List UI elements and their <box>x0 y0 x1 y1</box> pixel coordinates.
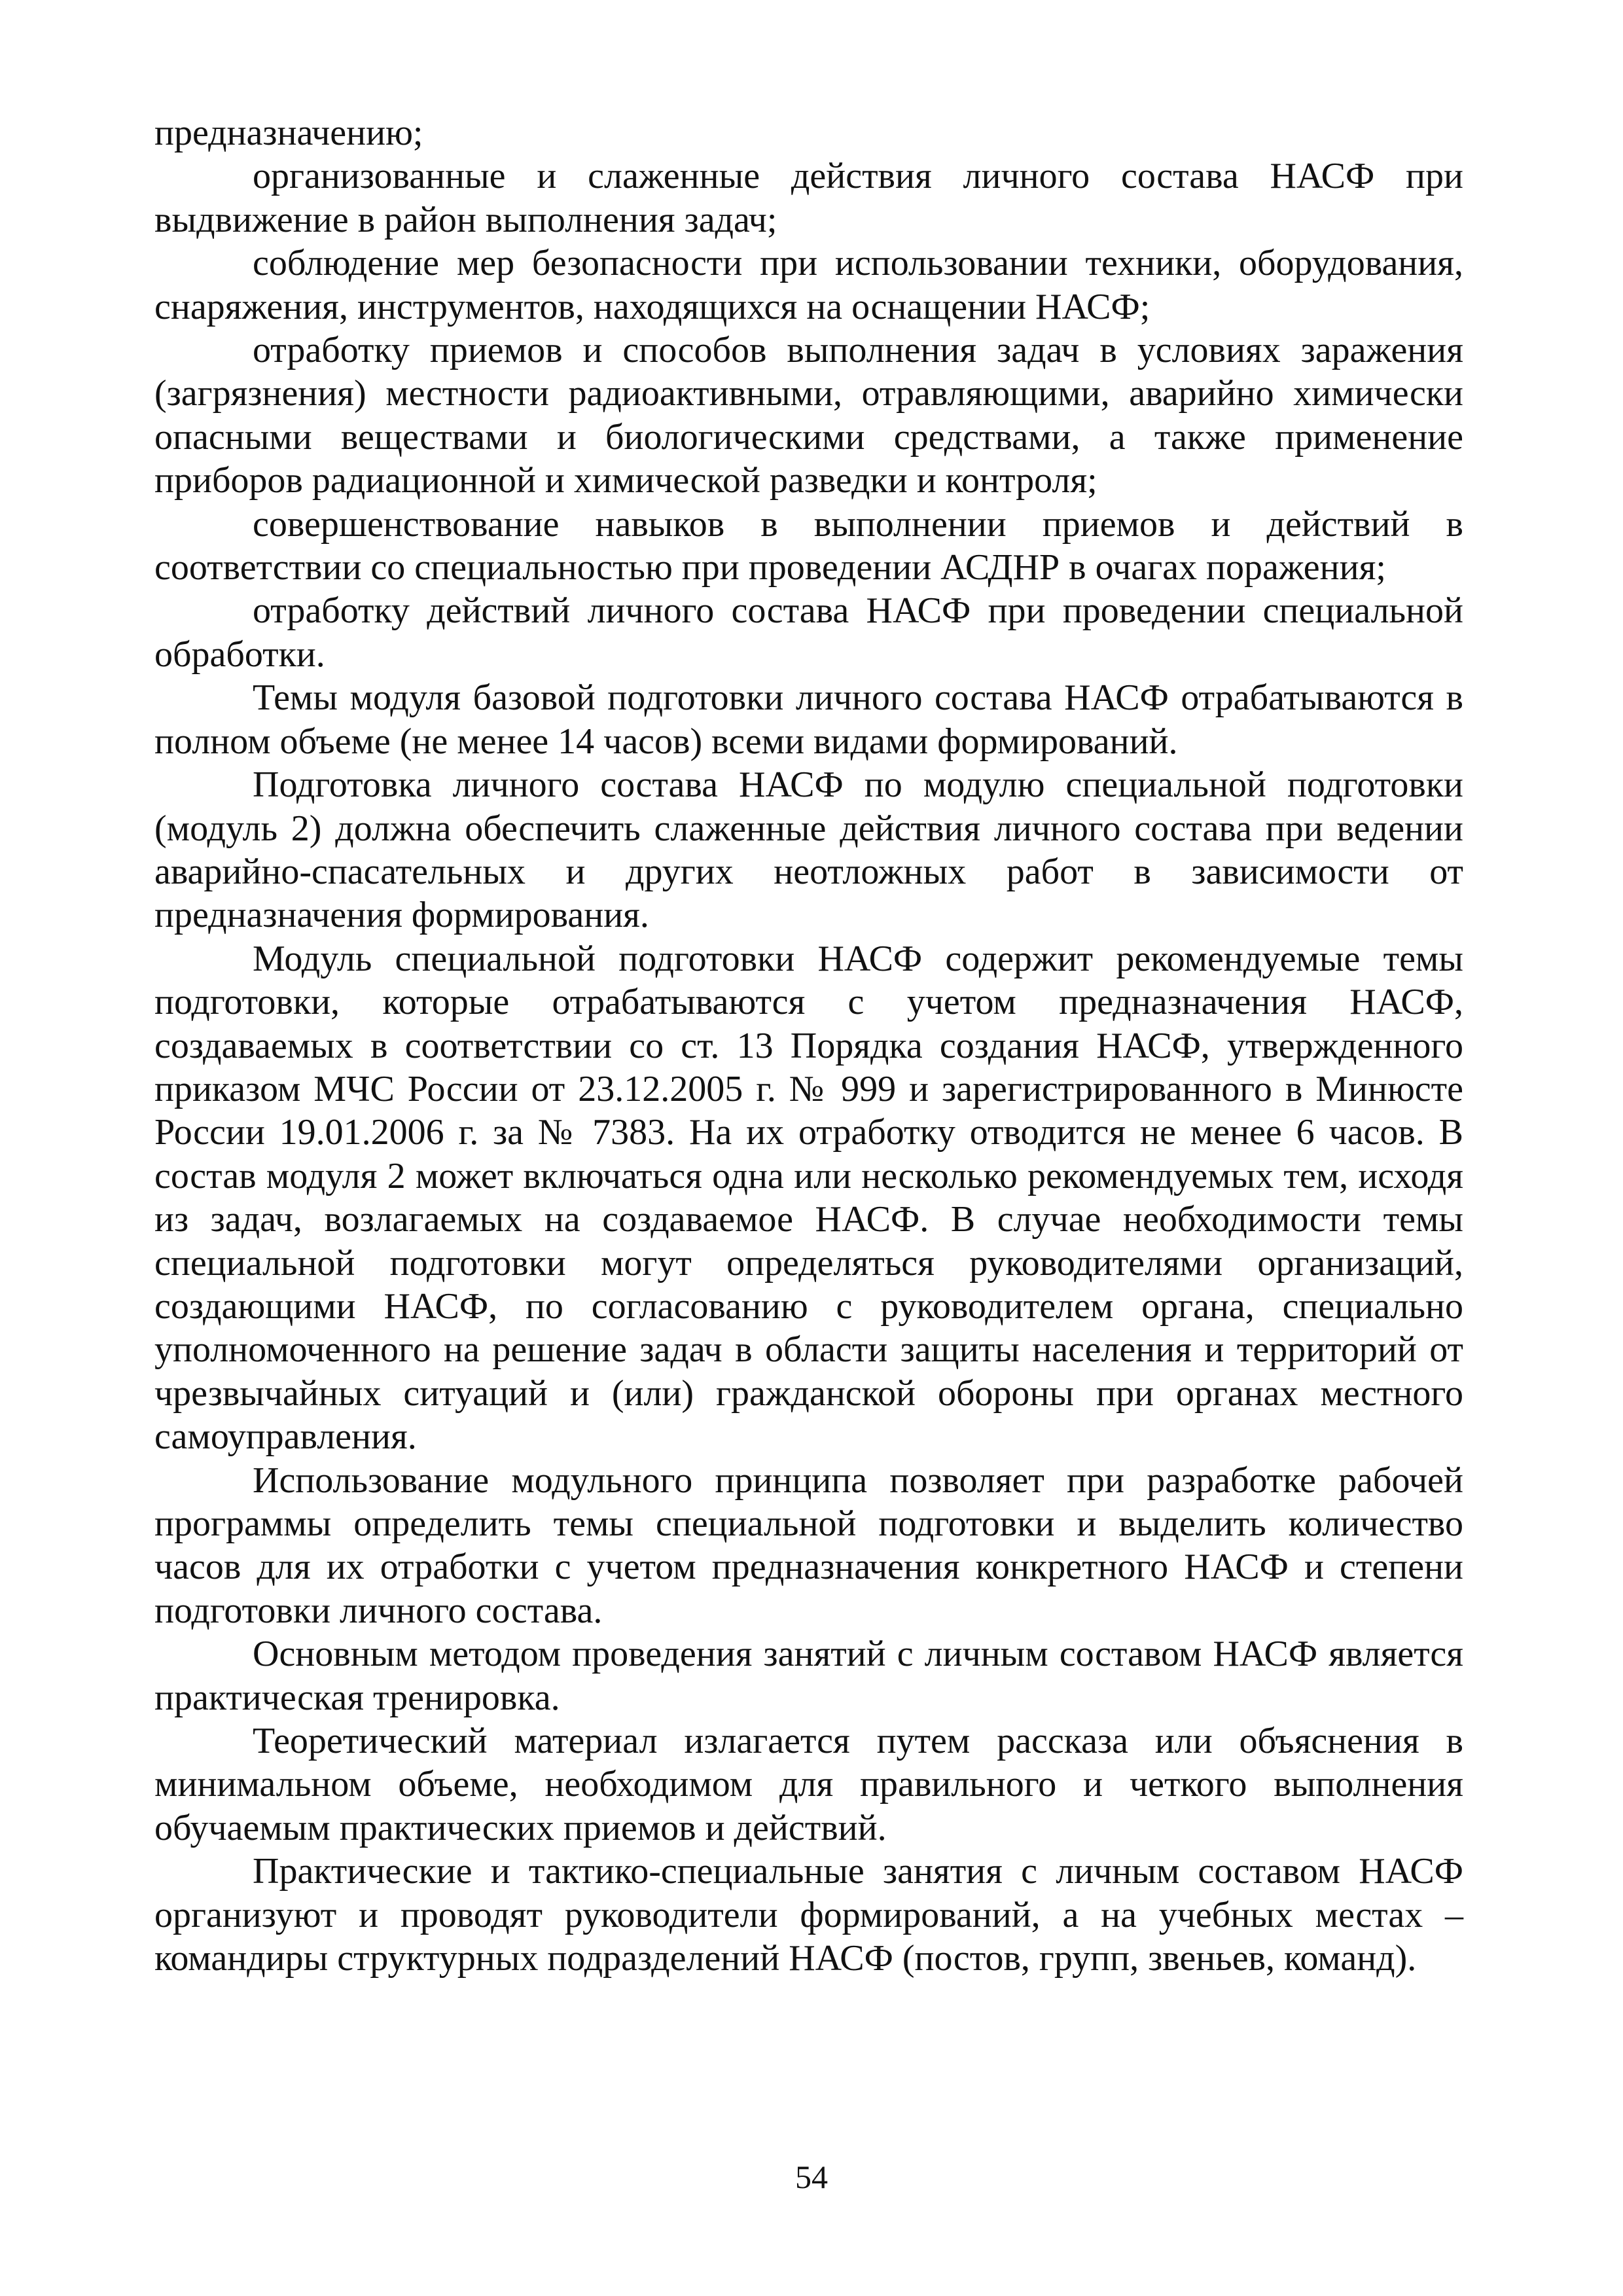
paragraph: Основным методом проведения занятий с личным составом НАСФ является практическая тренировка. <box>154 1634 1463 1718</box>
paragraph-list-item: отработку приемов и способов выполнения задач в условиях заражения (загрязнения) местности радиоактивными, отравляющими, аварийно химически опасными веществами и биологическими средствами, а также применение приборов радиационной и химической разведки и контроля; <box>154 330 1463 501</box>
paragraph: Использование модульного принципа позволяет при разработке рабочей программы определить темы специальной подготовки и выделить количество часов для их отработки с учетом предназначения конкретного НАСФ и степени подготовки личного состава. <box>154 1460 1463 1631</box>
page-number: 54 <box>795 2159 828 2195</box>
paragraph: Темы модуля базовой подготовки личного состава НАСФ отрабатываются в полном объеме (не менее 14 часов) всеми видами формирований. <box>154 677 1463 762</box>
paragraph-list-item: организованные и слаженные действия личного состава НАСФ при выдвижение в район выполнения задач; <box>154 156 1463 240</box>
paragraph-continuation: предназначению; <box>154 113 423 153</box>
body-text <box>154 111 1463 1980</box>
paragraph: Практические и тактико-специальные занятия с личным составом НАСФ организуют и проводят руководители формирований, а на учебных местах – командиры структурных подразделений НАСФ (постов, групп, звеньев, команд). <box>154 1851 1463 1979</box>
paragraph: Модуль специальной подготовки НАСФ содержит рекомендуемые темы подготовки, которые отрабатываются с учетом предназначения НАСФ, создаваемых в соответствии со ст. 13 Порядка создания НАСФ, утвержденного приказом МЧС России от 23.12.2005 г. № 999 и зарегистрированного в Минюсте России 19.01.2006 г. за № 7383. На их отработку отводится не менее 6 часов. В состав модуля 2 может включаться одна или несколько рекомендуемых тем, исходя из задач, возлагаемых на создаваемое НАСФ. В случае необходимости темы специальной подготовки могут определяться руководителями организаций, создающими НАСФ, по согласованию с руководителем органа, специально уполномоченного на решение задач в области защиты населения и территорий от чрезвычайных ситуаций и (или) гражданской обороны при органах местного самоуправления. <box>154 938 1463 1458</box>
paragraph-list-item: соблюдение мер безопасности при использовании техники, оборудования, снаряжения, инструментов, находящихся на оснащении НАСФ; <box>154 243 1463 327</box>
paragraph: Подготовка личного состава НАСФ по модулю специальной подготовки (модуль 2) должна обеспечить слаженные действия личного состава при ведении аварийно-спасательных и других неотложных работ в зависимости от предназначения формирования. <box>154 764 1463 936</box>
paragraph-list-item: отработку действий личного состава НАСФ при проведении специальной обработки. <box>154 590 1463 675</box>
paragraph-list-item: совершенствование навыков в выполнении приемов и действий в соответствии со специальностью при проведении АСДНР в очагах поражения; <box>154 503 1463 588</box>
paragraph: Теоретический материал излагается путем рассказа или объяснения в минимальном объеме, необходимом для правильного и четкого выполнения обучаемым практических приемов и действий. <box>154 1721 1463 1848</box>
